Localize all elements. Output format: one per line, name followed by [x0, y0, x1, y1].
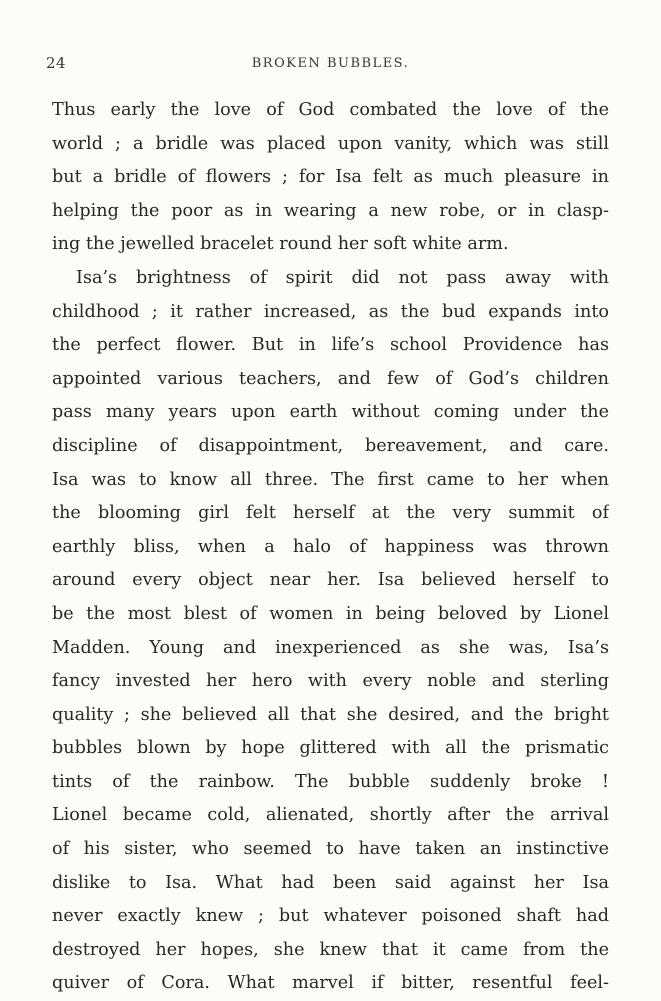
text-line: Isa was to know all three. The first came to her when [52, 469, 609, 490]
text-line: the perfect flower. But in life’s school Providence has [52, 335, 609, 356]
text-line: discipline of disappointment, bereavement, and care. [52, 435, 609, 456]
text-line: Madden. Young and inexperienced as she was, Isa’s [52, 637, 609, 658]
text-line: be the most blest of women in being beloved by Lionel [52, 603, 609, 624]
text-line: quality ; she believed all that she desired, and the bright [52, 704, 609, 725]
text-line: tints of the rainbow. The bubble suddenly broke ! [52, 771, 609, 792]
text-line: destroyed her hopes, she knew that it came from the [52, 939, 609, 960]
text-line: bubbles blown by hope glittered with all the prismatic [52, 738, 609, 759]
body-text [52, 94, 609, 1001]
text-line: childhood ; it rather increased, as the bud expands into [52, 301, 609, 322]
running-title: BROKEN BUBBLES. [251, 56, 410, 71]
text-line: quiver of Cora. What marvel if bitter, resentful feel- [52, 973, 609, 994]
text-line: Thus early the love of God combated the love of the [52, 100, 609, 120]
text-line: appointed various teachers, and few of God’s children [52, 368, 609, 389]
text-line: Lionel became cold, alienated, shortly after the arrival [52, 805, 609, 826]
text-line: around every object near her. Isa believed herself to [52, 570, 609, 591]
text-line: fancy invested her hero with every noble and sterling [52, 671, 609, 692]
text-line: but a bridle of flowers ; for Isa felt as much pleasure in [52, 167, 609, 188]
text-line: earthly bliss, when a halo of happiness was thrown [52, 536, 609, 557]
text-line: world ; a bridle was placed upon vanity, which was still [52, 133, 609, 154]
text-line: never exactly knew ; but whatever poisoned shaft had [52, 906, 609, 927]
text-line: of his sister, who seemed to have taken an instinctive [52, 839, 609, 860]
text-line: dislike to Isa. What had been said against her Isa [52, 872, 609, 893]
text-line: Isa’s brightness of spirit did not pass away with [76, 267, 609, 288]
text-line: the blooming girl felt herself at the very summit of [52, 503, 609, 524]
text-line: ing the jewelled bracelet round her soft white arm. [52, 234, 509, 255]
page-number: 24 [46, 54, 67, 72]
text-line: helping the poor as in wearing a new robe, or in clasp- [52, 200, 609, 221]
text-line: pass many years upon earth without coming under the [52, 402, 609, 423]
